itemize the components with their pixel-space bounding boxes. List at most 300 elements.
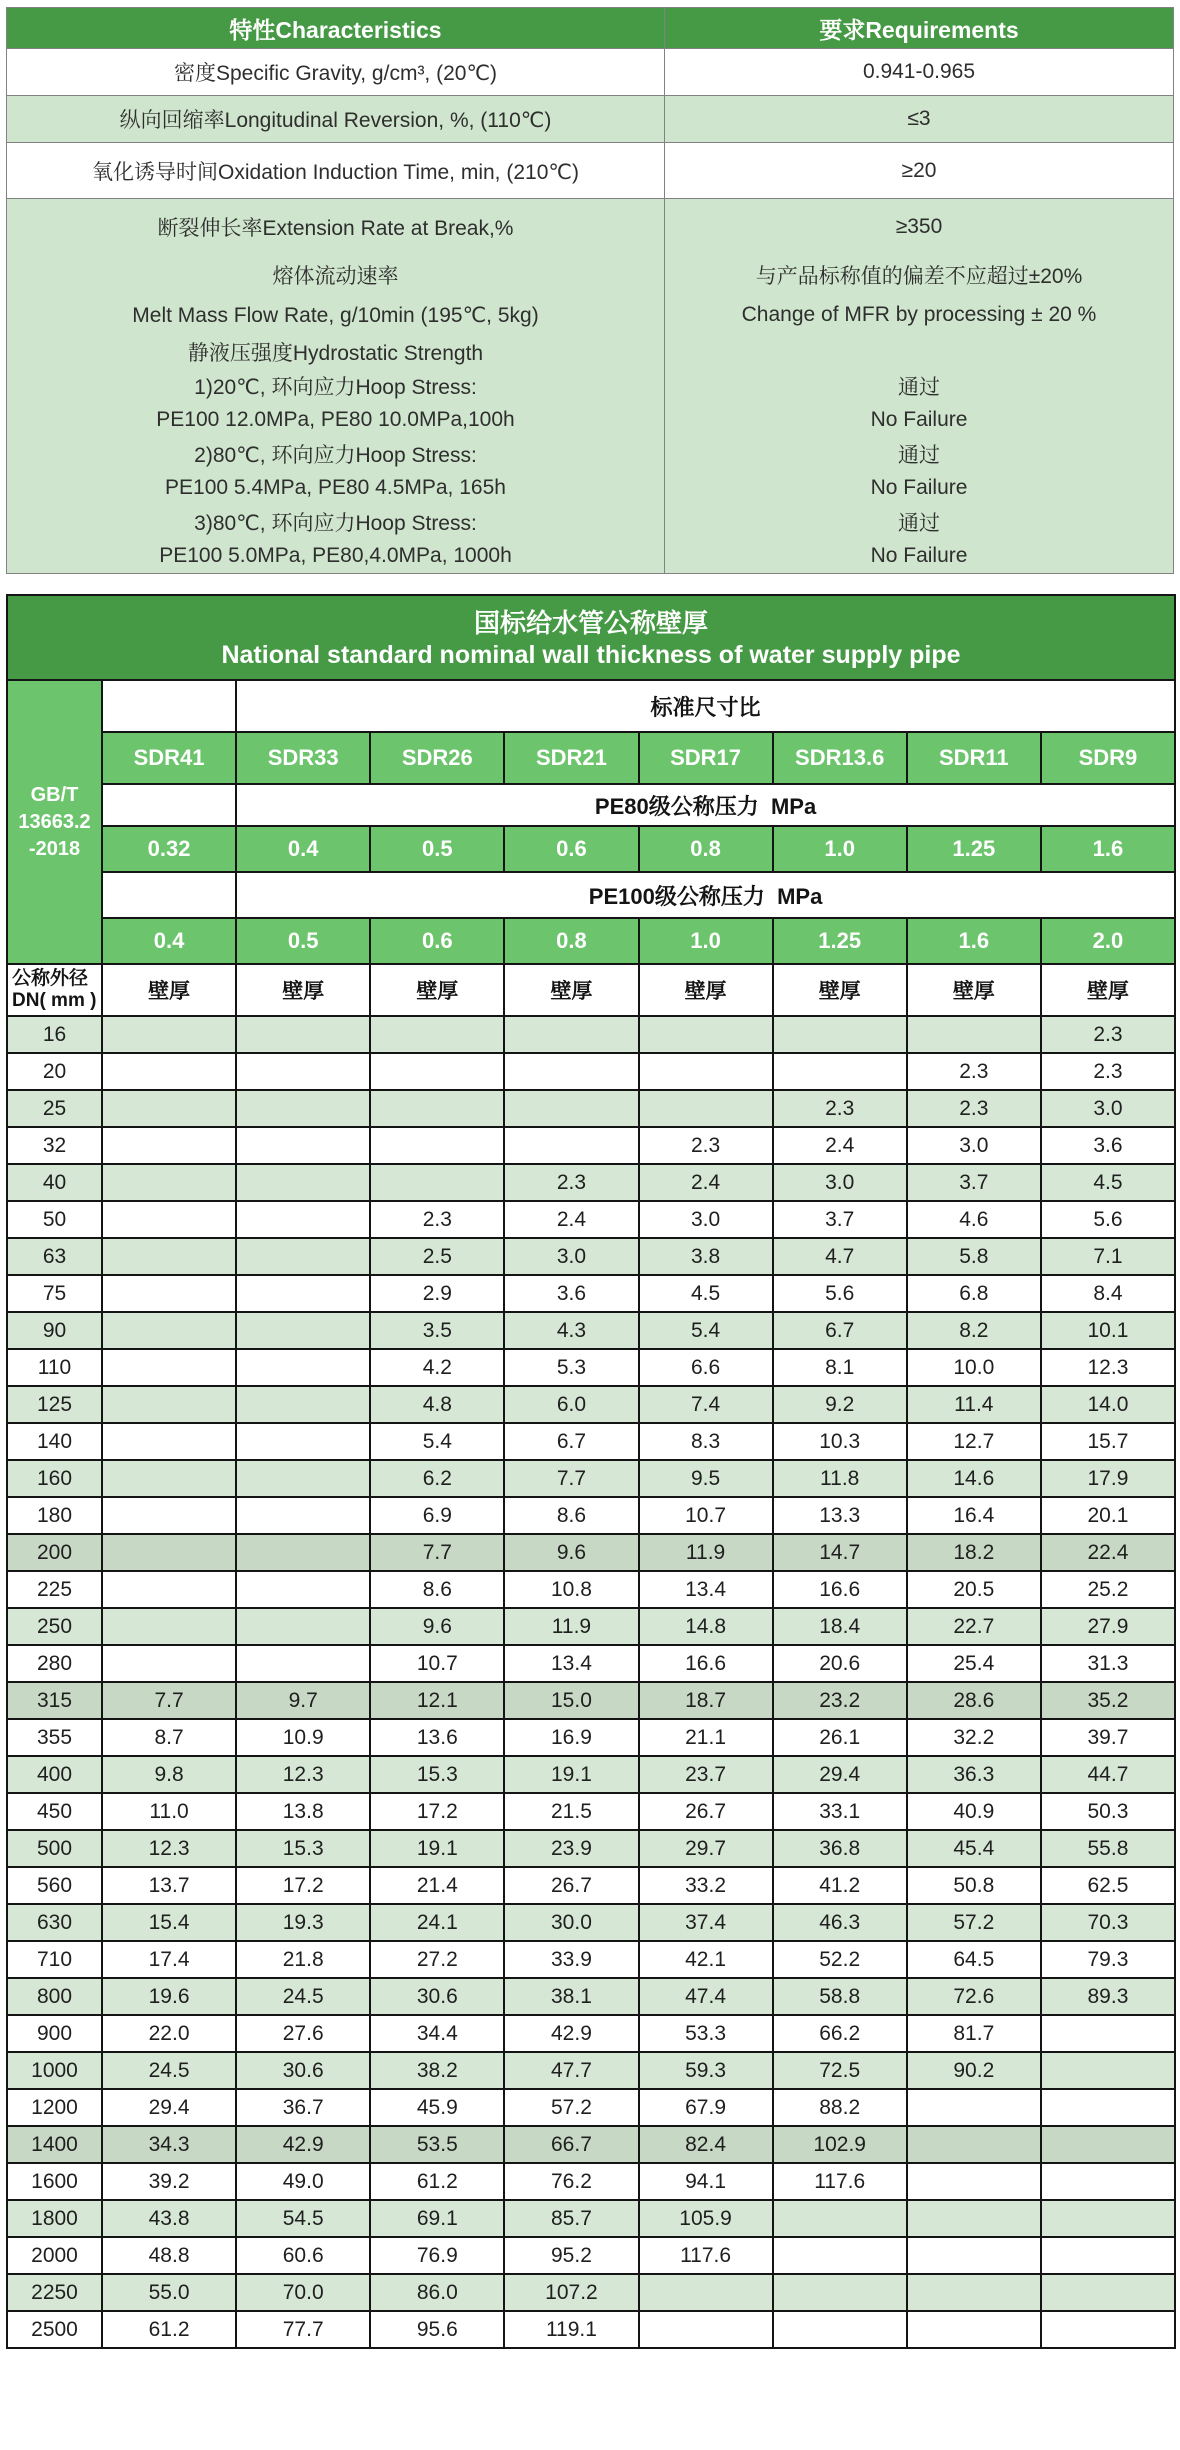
dn-value: 450 [8,1794,101,1829]
thickness-value: 72.5 [774,2053,906,2088]
thickness-value: 95.6 [371,2312,503,2347]
thickness-value: 8.2 [908,1313,1040,1348]
thickness-value: 15.7 [1042,1424,1174,1459]
dn-value: 50 [8,1202,101,1237]
thickness-value: 45.4 [908,1831,1040,1866]
thickness-value [1042,2016,1174,2051]
thickness-value: 3.7 [774,1202,906,1237]
thickness-value [237,1091,369,1126]
thickness-value [237,1239,369,1274]
thickness-value: 57.2 [505,2090,637,2125]
thickness-value: 58.8 [774,1979,906,2014]
thickness-value: 3.7 [908,1165,1040,1200]
thickness-value: 32.2 [908,1720,1040,1755]
dn-value: 2000 [8,2238,101,2273]
thickness-value: 4.2 [371,1350,503,1385]
thickness-value: 54.5 [237,2201,369,2236]
thickness-value [237,1017,369,1052]
empty-cell [103,873,235,917]
thickness-value: 20.1 [1042,1498,1174,1533]
hydrostatic-requirement: No Failure [870,408,968,431]
thickness-value: 3.8 [640,1239,772,1274]
spec-characteristic-density: 密度Specific Gravity, g/cm³, (20℃) [7,49,664,95]
sdr-label: SDR21 [505,733,637,783]
thickness-value: 2.5 [371,1239,503,1274]
hydrostatic-line: 静液压强度Hydrostatic Strength [187,342,484,365]
sdr-label: SDR33 [237,733,369,783]
thickness-value: 4.5 [640,1276,772,1311]
thickness-header: 壁厚 [103,965,235,1015]
thickness-value: 44.7 [1042,1757,1174,1792]
thickness-value: 12.3 [103,1831,235,1866]
thickness-value: 8.3 [640,1424,772,1459]
thickness-value: 12.7 [908,1424,1040,1459]
thickness-value: 7.7 [505,1461,637,1496]
thickness-value: 21.8 [237,1942,369,1977]
thickness-value: 67.9 [640,2090,772,2125]
thickness-value [908,2090,1040,2125]
thickness-value: 8.1 [774,1350,906,1385]
hydrostatic-requirement: No Failure [870,476,968,499]
thickness-value: 79.3 [1042,1942,1174,1977]
standard-code-line: 13663.2 [18,810,91,833]
dn-value: 250 [8,1609,101,1644]
thickness-value [237,1498,369,1533]
thickness-value: 8.7 [103,1720,235,1755]
thickness-value: 4.6 [908,1202,1040,1237]
thickness-value: 9.7 [237,1683,369,1718]
thickness-value: 17.9 [1042,1461,1174,1496]
thickness-value: 3.0 [908,1128,1040,1163]
thickness-value [103,1091,235,1126]
spec-header-row [7,8,1173,48]
sdr-label: SDR41 [103,733,235,783]
size-ratio-header: 标准尺寸比 [237,681,1174,731]
dn-value: 710 [8,1942,101,1977]
thickness-value: 23.9 [505,1831,637,1866]
pe100-pressure-value: 1.25 [774,919,906,963]
hydrostatic-requirement: 通过 [898,512,940,535]
spec-block-characteristics-cell [7,199,664,573]
thickness-value: 4.5 [1042,1165,1174,1200]
dn-value: 900 [8,2016,101,2051]
thickness-value: 3.0 [640,1202,772,1237]
thickness-value: 25.4 [908,1646,1040,1681]
thickness-value: 16.9 [505,1720,637,1755]
thickness-value: 7.4 [640,1387,772,1422]
thickness-value: 2.4 [774,1128,906,1163]
hydrostatic-requirement: 通过 [898,376,940,399]
thickness-value: 50.8 [908,1868,1040,1903]
thickness-value [237,1128,369,1163]
thickness-value: 24.1 [371,1905,503,1940]
thickness-value [774,2275,906,2310]
thickness-value [103,1017,235,1052]
thickness-value: 9.5 [640,1461,772,1496]
thickness-value: 13.7 [103,1868,235,1903]
empty-cell [103,785,235,825]
thickness-value: 117.6 [640,2238,772,2273]
thickness-value: 76.2 [505,2164,637,2199]
thickness-value: 117.6 [774,2164,906,2199]
thickness-value: 11.0 [103,1794,235,1829]
thickness-value: 16.6 [774,1572,906,1607]
dn-value: 160 [8,1461,101,1496]
hydrostatic-line: 1)20℃, 环向应力Hoop Stress: [194,376,477,399]
thickness-value: 33.2 [640,1868,772,1903]
thickness-value: 5.4 [371,1424,503,1459]
thickness-value: 40.9 [908,1794,1040,1829]
thickness-value: 52.2 [774,1942,906,1977]
thickness-value [640,1054,772,1089]
thickness-value [103,1054,235,1089]
thickness-value: 31.3 [1042,1646,1174,1681]
spec-col-header-characteristics: 特性Characteristics [7,8,664,48]
thickness-value: 14.7 [774,1535,906,1570]
hydrostatic-strength-lines [7,335,664,573]
thickness-value: 105.9 [640,2201,772,2236]
spec-requirement-oxidation-induction: ≥20 [665,143,1173,198]
dn-value: 90 [8,1313,101,1348]
standard-code-line: GB/T [30,783,79,806]
dn-value: 500 [8,1831,101,1866]
thickness-value: 2.3 [1042,1017,1174,1052]
dn-value: 225 [8,1572,101,1607]
thickness-value [103,1165,235,1200]
thickness-value: 15.4 [103,1905,235,1940]
thickness-value: 38.1 [505,1979,637,2014]
hydrostatic-line: 2)80℃, 环向应力Hoop Stress: [194,444,477,467]
thickness-value: 13.6 [371,1720,503,1755]
thickness-value: 3.0 [774,1165,906,1200]
thickness-header: 壁厚 [640,965,772,1015]
thickness-value: 13.3 [774,1498,906,1533]
thickness-value [103,1424,235,1459]
thickness-value [237,1054,369,1089]
thickness-value: 13.4 [505,1646,637,1681]
thickness-value [908,2201,1040,2236]
thickness-value: 21.5 [505,1794,637,1829]
thickness-value [237,1572,369,1607]
thickness-value [908,1017,1040,1052]
thickness-value: 13.4 [640,1572,772,1607]
thickness-value: 6.6 [640,1350,772,1385]
thickness-value [103,1646,235,1681]
sdr-label: SDR13.6 [774,733,906,783]
thickness-value: 61.2 [371,2164,503,2199]
thickness-value: 4.8 [371,1387,503,1422]
thickness-value: 69.1 [371,2201,503,2236]
thickness-value: 72.6 [908,1979,1040,2014]
thickness-value: 38.2 [371,2053,503,2088]
dn-value: 200 [8,1535,101,1570]
thickness-value [103,1609,235,1644]
thickness-value: 16.6 [640,1646,772,1681]
thickness-value: 6.2 [371,1461,503,1496]
thickness-value: 2.9 [371,1276,503,1311]
thickness-value: 10.3 [774,1424,906,1459]
dn-value: 1000 [8,2053,101,2088]
dn-value: 63 [8,1239,101,1274]
thickness-value: 28.6 [908,1683,1040,1718]
pe80-pressure-value: 1.0 [774,827,906,871]
spec-row-oxidation-induction [7,143,1173,198]
thickness-value: 14.6 [908,1461,1040,1496]
thickness-value: 2.3 [774,1091,906,1126]
hydrostatic-line: PE100 12.0MPa, PE80 10.0MPa,100h [156,408,515,431]
thickness-value: 23.7 [640,1757,772,1792]
thickness-value: 94.1 [640,2164,772,2199]
thickness-value: 20.6 [774,1646,906,1681]
spec-requirement-longitudinal-reversion: ≤3 [665,96,1173,142]
thickness-value: 102.9 [774,2127,906,2162]
thickness-value: 10.0 [908,1350,1040,1385]
pe80-pressure-value: 0.32 [103,827,235,871]
dn-value: 800 [8,1979,101,2014]
thickness-value: 46.3 [774,1905,906,1940]
thickness-value: 11.9 [640,1535,772,1570]
thickness-value [505,1054,637,1089]
dn-value: 630 [8,1905,101,1940]
thickness-value: 107.2 [505,2275,637,2310]
thickness-value [103,1350,235,1385]
pe80-pressure-header: PE80级公称压力 MPa [237,785,1174,825]
thickness-value: 34.3 [103,2127,235,2162]
thickness-value: 7.1 [1042,1239,1174,1274]
thickness-value: 18.2 [908,1535,1040,1570]
thickness-value [1042,2090,1174,2125]
thickness-value: 3.6 [1042,1128,1174,1163]
thickness-value [640,2275,772,2310]
thickness-value [237,1424,369,1459]
pe80-pressure-value: 1.25 [908,827,1040,871]
thickness-value: 16.4 [908,1498,1040,1533]
table-title-en: National standard nominal wall thickness of water supply pipe [221,640,961,669]
mfr-requirement-cn: 与产品标称值的偏差不应超过±20% [755,265,1083,288]
thickness-value: 5.3 [505,1350,637,1385]
spec-row-longitudinal-reversion [7,96,1173,142]
thickness-value: 19.1 [371,1831,503,1866]
thickness-header: 壁厚 [371,965,503,1015]
thickness-value: 11.4 [908,1387,1040,1422]
thickness-value: 29.7 [640,1831,772,1866]
thickness-value [237,1387,369,1422]
spec-row-density [7,49,1173,95]
thickness-value [505,1128,637,1163]
dn-value: 355 [8,1720,101,1755]
thickness-value: 30.6 [371,1979,503,2014]
thickness-value: 43.8 [103,2201,235,2236]
dn-value: 16 [8,1017,101,1052]
thickness-value [371,1091,503,1126]
thickness-value: 29.4 [774,1757,906,1792]
thickness-value: 10.8 [505,1572,637,1607]
pe100-pressure-value: 0.5 [237,919,369,963]
thickness-value: 66.7 [505,2127,637,2162]
thickness-value [237,1461,369,1496]
hydrostatic-requirement-lines [665,335,1173,573]
thickness-value: 27.2 [371,1942,503,1977]
dn-value: 40 [8,1165,101,1200]
thickness-value [103,1572,235,1607]
thickness-value [1042,2201,1174,2236]
thickness-value: 19.1 [505,1757,637,1792]
thickness-value [505,1017,637,1052]
dn-value: 2250 [8,2275,101,2310]
thickness-value: 19.3 [237,1905,369,1940]
dn-value: 140 [8,1424,101,1459]
thickness-value [237,1609,369,1644]
dn-value: 25 [8,1091,101,1126]
thickness-value: 22.4 [1042,1535,1174,1570]
thickness-value: 2.3 [908,1054,1040,1089]
dn-value: 560 [8,1868,101,1903]
pe80-pressure-value: 0.8 [640,827,772,871]
standard-code [8,681,101,963]
thickness-value: 5.4 [640,1313,772,1348]
thickness-value: 77.7 [237,2312,369,2347]
thickness-value: 55.8 [1042,1831,1174,1866]
spec-block-requirements-cell [665,199,1173,573]
mfr-label-cn: 熔体流动速率 [272,265,399,288]
thickness-value: 15.0 [505,1683,637,1718]
thickness-value: 22.0 [103,2016,235,2051]
thickness-value [908,2238,1040,2273]
thickness-value: 14.0 [1042,1387,1174,1422]
thickness-value: 17.2 [371,1794,503,1829]
thickness-value: 6.8 [908,1276,1040,1311]
thickness-value: 23.2 [774,1683,906,1718]
thickness-value: 41.2 [774,1868,906,1903]
thickness-value: 12.3 [1042,1350,1174,1385]
thickness-value [1042,2053,1174,2088]
thickness-value [371,1128,503,1163]
thickness-value: 34.4 [371,2016,503,2051]
thickness-value: 47.4 [640,1979,772,2014]
thickness-value [103,1202,235,1237]
pe100-pressure-value: 1.0 [640,919,772,963]
thickness-value [1042,2312,1174,2347]
thickness-value: 26.7 [640,1794,772,1829]
thickness-value: 24.5 [103,2053,235,2088]
thickness-value: 9.8 [103,1757,235,1792]
thickness-value: 27.9 [1042,1609,1174,1644]
thickness-value: 2.4 [640,1165,772,1200]
thickness-value: 39.2 [103,2164,235,2199]
dn-value: 400 [8,1757,101,1792]
thickness-header: 壁厚 [774,965,906,1015]
table-title-cn: 国标给水管公称壁厚 [473,607,708,638]
thickness-value: 3.5 [371,1313,503,1348]
thickness-value: 36.7 [237,2090,369,2125]
dn-header-cn: 公称外径 [12,967,89,989]
thickness-value: 81.7 [908,2016,1040,2051]
thickness-value: 7.7 [371,1535,503,1570]
thickness-value: 85.7 [505,2201,637,2236]
thickness-value: 29.4 [103,2090,235,2125]
sdr-label: SDR11 [908,733,1040,783]
dn-value: 2500 [8,2312,101,2347]
thickness-value: 61.2 [103,2312,235,2347]
sdr-label: SDR17 [640,733,772,783]
thickness-value: 14.8 [640,1609,772,1644]
pe100-pressure-header: PE100级公称压力 MPa [237,873,1174,917]
thickness-value: 11.9 [505,1609,637,1644]
thickness-value: 36.3 [908,1757,1040,1792]
empty-cell [103,681,235,731]
thickness-value: 11.8 [774,1461,906,1496]
thickness-value: 9.2 [774,1387,906,1422]
pe100-pressure-value: 0.4 [103,919,235,963]
thickness-value: 49.0 [237,2164,369,2199]
thickness-value: 53.5 [371,2127,503,2162]
pe80-pressure-value: 0.6 [505,827,637,871]
spec-requirement-density: 0.941-0.965 [665,49,1173,95]
dn-header-en: DN( mm ) [12,990,97,1011]
spec-characteristic-longitudinal-reversion: 纵向回缩率Longitudinal Reversion, %, (110℃) [7,96,664,142]
thickness-value: 36.8 [774,1831,906,1866]
thickness-value: 6.0 [505,1387,637,1422]
thickness-header: 壁厚 [908,965,1040,1015]
thickness-value: 6.7 [774,1313,906,1348]
thickness-value: 5.6 [1042,1202,1174,1237]
hydrostatic-requirement [665,335,1173,369]
thickness-value: 6.7 [505,1424,637,1459]
sdr-label: SDR26 [371,733,503,783]
thickness-value: 95.2 [505,2238,637,2273]
thickness-value [103,1535,235,1570]
pe100-pressure-value: 1.6 [908,919,1040,963]
thickness-value [640,1091,772,1126]
thickness-value [103,1313,235,1348]
thickness-value [371,1165,503,1200]
thickness-value: 37.4 [640,1905,772,1940]
dn-value: 125 [8,1387,101,1422]
thickness-value: 17.2 [237,1868,369,1903]
thickness-value: 76.9 [371,2238,503,2273]
thickness-value: 4.7 [774,1239,906,1274]
thickness-value [908,2164,1040,2199]
thickness-value: 10.7 [640,1498,772,1533]
thickness-value: 15.3 [371,1757,503,1792]
thickness-value [103,1498,235,1533]
standard-code-line: -2018 [28,837,81,860]
dn-value: 1400 [8,2127,101,2162]
thickness-value: 27.6 [237,2016,369,2051]
dn-value: 1600 [8,2164,101,2199]
thickness-value [1042,2238,1174,2273]
thickness-value: 9.6 [371,1609,503,1644]
spec-col-header-requirements: 要求Requirements [665,8,1173,48]
thickness-value: 2.3 [640,1128,772,1163]
thickness-value: 17.4 [103,1942,235,1977]
mfr-requirement-en: Change of MFR by processing ± 20 % [741,303,1097,326]
thickness-value: 10.7 [371,1646,503,1681]
pe80-pressure-value: 0.5 [371,827,503,871]
thickness-value [103,1387,235,1422]
thickness-value: 42.9 [505,2016,637,2051]
thickness-value: 30.6 [237,2053,369,2088]
thickness-value [640,2312,772,2347]
thickness-value: 19.6 [103,1979,235,2014]
thickness-value [371,1017,503,1052]
thickness-value [774,1054,906,1089]
thickness-value: 50.3 [1042,1794,1174,1829]
thickness-value [237,1276,369,1311]
thickness-value: 3.0 [505,1239,637,1274]
thickness-value [908,2127,1040,2162]
thickness-value: 2.3 [371,1202,503,1237]
